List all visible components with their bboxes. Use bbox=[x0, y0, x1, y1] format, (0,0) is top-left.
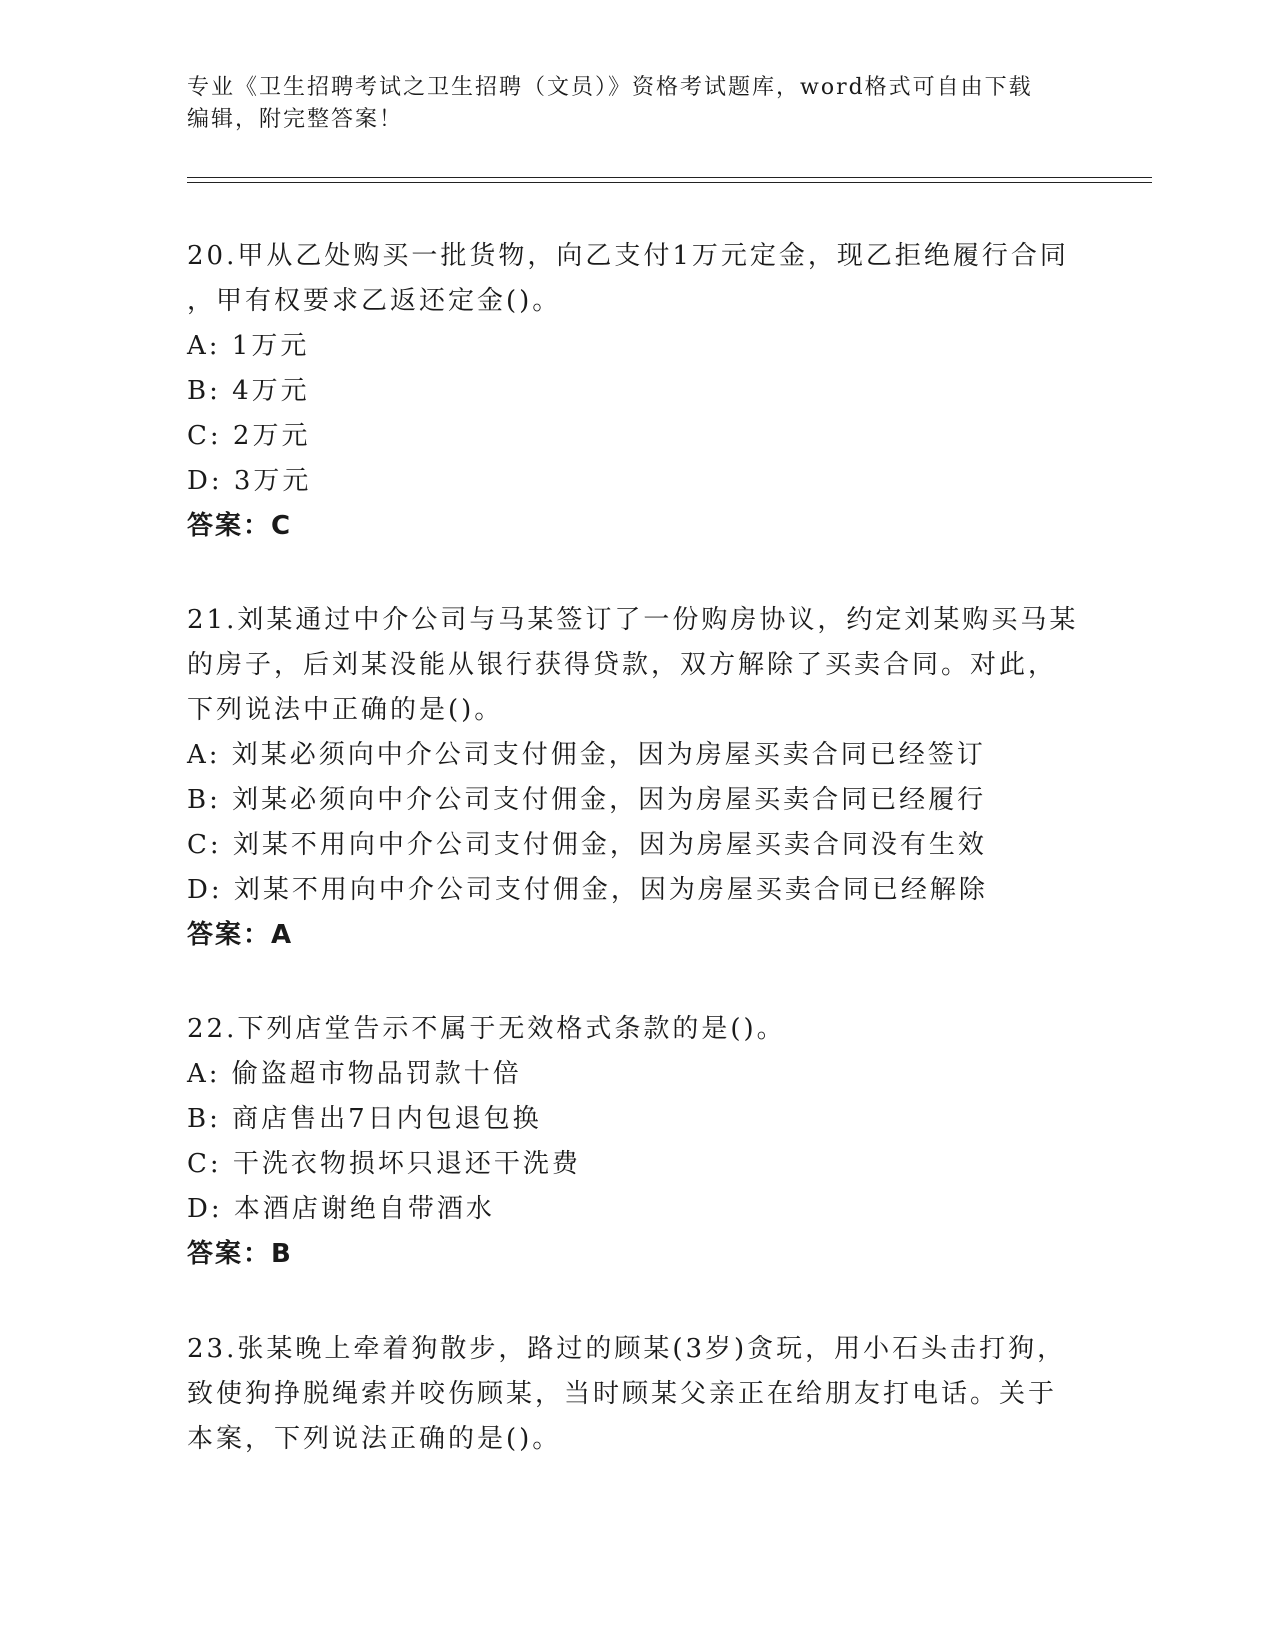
question-stem-line: 的房子，后刘某没能从银行获得贷款，双方解除了买卖合同。对此， bbox=[187, 650, 1058, 680]
option-b: B: 商店售出7日内包退包换 bbox=[187, 1104, 542, 1134]
question-stem-line: 下列说法中正确的是()。 bbox=[187, 695, 504, 725]
header-line: 编辑，附完整答案！ bbox=[187, 107, 404, 132]
header-line: 专业《卫生招聘考试之卫生招聘（文员）》资格考试题库，word格式可自由下载 bbox=[187, 75, 1033, 100]
question-stem-line: 22.下列店堂告示不属于无效格式条款的是()。 bbox=[187, 1014, 786, 1044]
question-21 bbox=[187, 598, 1087, 958]
option-a: A: 1万元 bbox=[187, 331, 310, 361]
question-stem-line: 23.张某晚上牵着狗散步，路过的顾某(3岁)贪玩，用小石头击打狗， bbox=[187, 1334, 1067, 1364]
option-c: C: 干洗衣物损坏只退还干洗费 bbox=[187, 1149, 581, 1179]
question-stem-line: 致使狗挣脱绳索并咬伤顾某，当时顾某父亲正在给朋友打电话。关于 bbox=[187, 1379, 1058, 1409]
answer-label: 答案：B bbox=[187, 1239, 293, 1269]
option-b: B: 4万元 bbox=[187, 376, 310, 406]
question-stem-line: 21.刘某通过中介公司与马某签订了一份购房协议，约定刘某购买马某 bbox=[187, 605, 1079, 635]
option-d: D: 本酒店谢绝自带酒水 bbox=[187, 1194, 495, 1224]
option-b: B: 刘某必须向中介公司支付佣金，因为房屋买卖合同已经履行 bbox=[187, 785, 987, 815]
header-divider bbox=[187, 182, 1152, 183]
document-header bbox=[187, 72, 1087, 136]
header-divider bbox=[187, 177, 1152, 178]
question-23 bbox=[187, 1327, 1087, 1462]
question-stem-line: 20.甲从乙处购买一批货物，向乙支付1万元定金，现乙拒绝履行合同 bbox=[187, 241, 1069, 271]
option-c: C: 刘某不用向中介公司支付佣金，因为房屋买卖合同没有生效 bbox=[187, 830, 987, 860]
question-20 bbox=[187, 234, 1087, 549]
option-d: D: 3万元 bbox=[187, 466, 312, 496]
option-d: D: 刘某不用向中介公司支付佣金，因为房屋买卖合同已经解除 bbox=[187, 875, 988, 905]
answer-label: 答案：C bbox=[187, 511, 293, 541]
option-c: C: 2万元 bbox=[187, 421, 311, 451]
question-stem-line: ，甲有权要求乙返还定金()。 bbox=[187, 286, 562, 316]
option-a: A: 刘某必须向中介公司支付佣金，因为房屋买卖合同已经签订 bbox=[187, 740, 986, 770]
answer-label: 答案：A bbox=[187, 920, 294, 950]
question-stem-line: 本案，下列说法正确的是()。 bbox=[187, 1424, 562, 1454]
option-a: A: 偷盗超市物品罚款十倍 bbox=[187, 1059, 522, 1089]
question-22 bbox=[187, 1007, 1087, 1277]
